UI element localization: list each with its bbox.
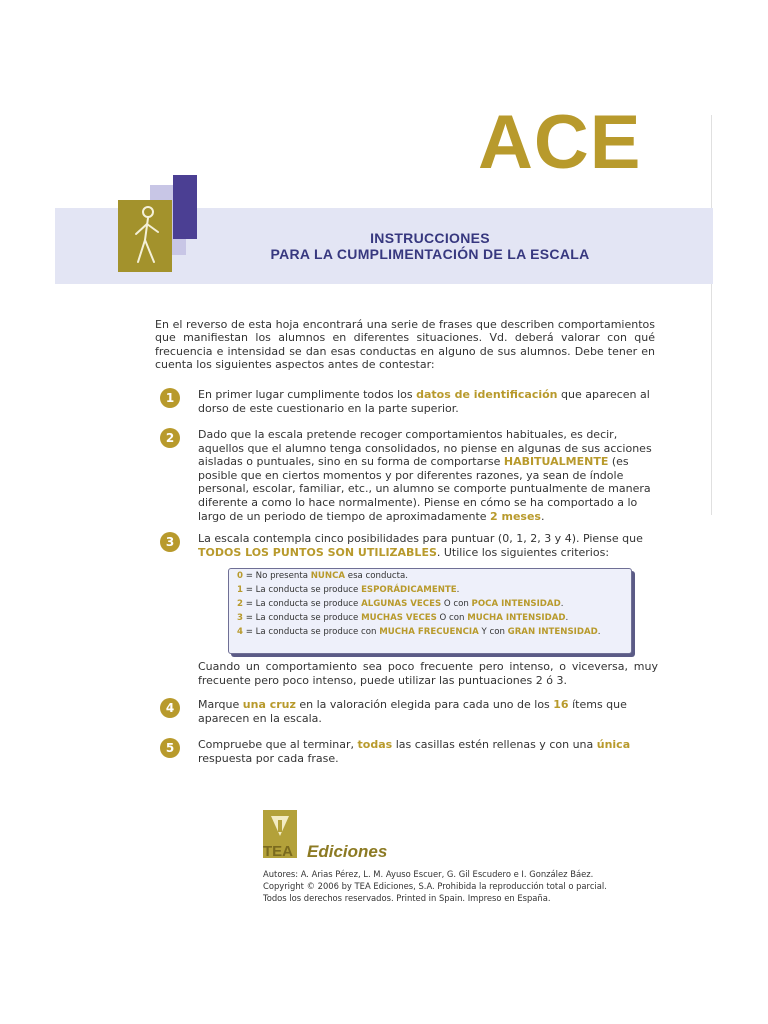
margin-line	[711, 115, 712, 515]
decor-square-purple	[173, 175, 197, 239]
item-text: Compruebe que al terminar, todas las casillas estén rellenas y con una única respuesta por cada frase.	[198, 738, 631, 765]
intro-paragraph: En el reverso de esta hoja encontrará una serie de frases que describen comportamientos que manifiestan los alumnos en diferentes situaciones. Vd. deberá valorar con qué frecuencia e intensidad se dan esas conductas en alguno de sus alumnos. Debe tener en cuenta los siguientes aspectos antes de contestar:	[155, 318, 655, 372]
item-text: La escala contempla cinco posibilidades para puntuar (0, 1, 2, 3 y 4). Piense que TODOS LOS PUNTOS SON UTILIZABLES. Utilice los siguientes criterios:	[198, 532, 643, 559]
criteria-row: 3 = La conducta se produce MUCHAS VECES O con MUCHA INTENSIDAD.	[237, 613, 569, 623]
walking-figure-icon	[118, 200, 172, 272]
instruction-item-3	[160, 532, 660, 562]
criteria-row: 4 = La conducta se produce con MUCHA FRECUENCIA Y con GRAN INTENSIDAD.	[237, 627, 601, 637]
item-number-badge: 3	[160, 532, 180, 552]
instruction-item-2	[160, 428, 660, 523]
item-number-badge: 4	[160, 698, 180, 718]
header-line-2: PARA LA CUMPLIMENTACIÓN DE LA ESCALA	[270, 246, 590, 262]
publisher-credits: Autores: A. Arias Pérez, L. M. Ayuso Escuer, G. Gil Escudero e I. González Báez. Copyright © 2006 by TEA Ediciones, S.A. Prohibida la reproducción total o parcial. Todos los derechos reservados. Printed in Spain. Impreso en España.	[263, 869, 607, 903]
instruction-item-4	[160, 698, 660, 728]
criteria-row: 1 = La conducta se produce ESPORÁDICAMENTE.	[237, 585, 460, 595]
publisher-name: Ediciones	[307, 842, 388, 861]
after-criteria-text: Cuando un comportamiento sea poco frecuente pero intenso, o viceversa, muy frecuente pero poco intenso, puede utilizar las puntuaciones 2 ó 3.	[198, 660, 658, 687]
item-number-badge: 2	[160, 428, 180, 448]
tea-logo-text: TEA	[263, 843, 293, 860]
item-text: Marque una cruz en la valoración elegida para cada uno de los 16 ítems que aparecen en la escala.	[198, 698, 627, 725]
criteria-row: 2 = La conducta se produce ALGUNAS VECES O con POCA INTENSIDAD.	[237, 599, 564, 609]
item-number-badge: 5	[160, 738, 180, 758]
item-number-badge: 1	[160, 388, 180, 408]
instructions-header	[215, 230, 645, 262]
header-line-1: INSTRUCCIONES	[370, 230, 490, 246]
scale-title: ACE	[478, 100, 642, 185]
criteria-box	[228, 568, 632, 654]
instruction-item-5	[160, 738, 660, 768]
item-text: Dado que la escala pretende recoger comportamientos habituales, es decir, aquellos que el alumno tenga consolidados, no piense en algunas de sus acciones aisladas o puntuales, sino en su forma de comportarse HABITUALMENTE (es posible que en ciertos momentos y por diferentes razones, ya sean de índole personal, escolar, familiar, etc., un alumno se comporte puntualmente de manera diferente a como lo hace normalmente). Piense en cómo se ha comportado a lo largo de un periodo de tiempo de aproximadamente 2 meses.	[198, 428, 652, 523]
instruction-item-1	[160, 388, 660, 418]
criteria-row: 0 = No presenta NUNCA esa conducta.	[237, 571, 408, 581]
item-text: En primer lugar cumplimente todos los datos de identificación que aparecen al dorso de este cuestionario en la parte superior.	[198, 388, 650, 415]
